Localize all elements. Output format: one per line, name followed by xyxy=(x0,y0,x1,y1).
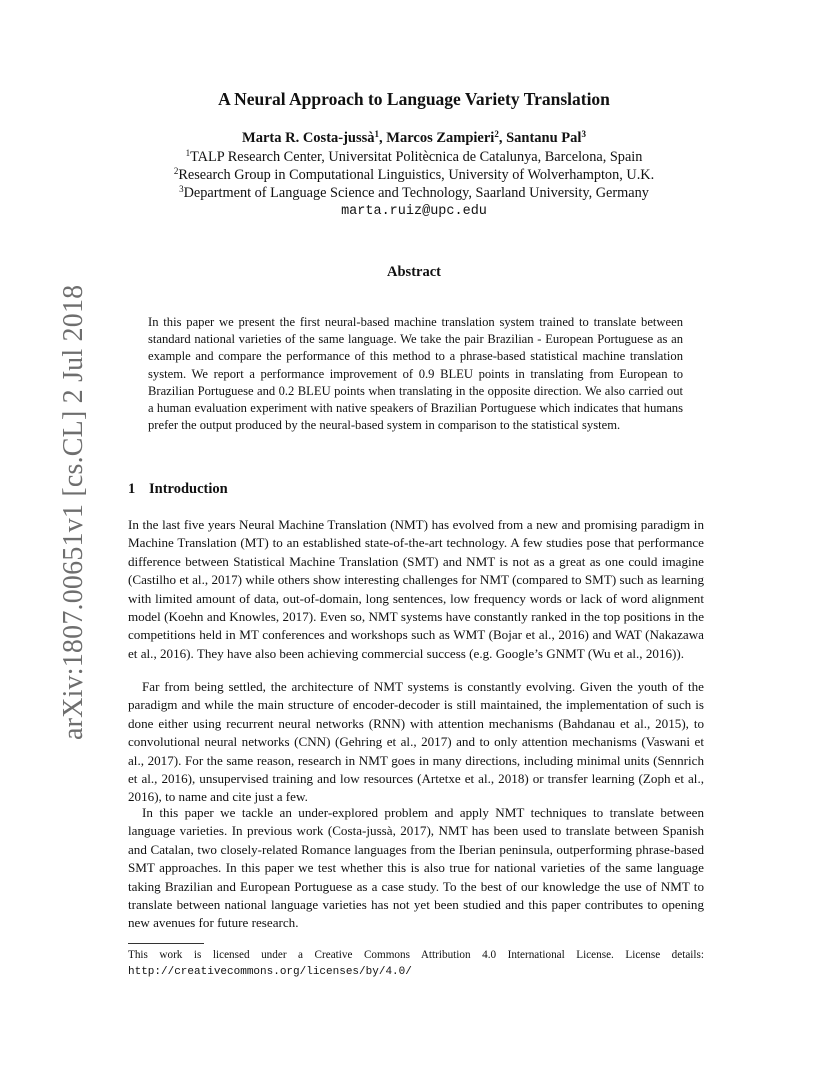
license-link[interactable]: http://creativecommons.org/licenses/by/4.0/ xyxy=(128,965,412,978)
author-name: Marta R. Costa-jussà xyxy=(242,130,375,146)
affiliation-text: Department of Language Science and Technology, Saarland University, Germany xyxy=(183,185,649,201)
section-number: 1 xyxy=(128,481,136,497)
section-heading xyxy=(128,481,228,498)
body-paragraph: In the last five years Neural Machine Translation (NMT) has evolved from a new and promising paradigm in Machine Translation (MT) to an established state-of-the-art technology. A few studies pose that performance difference between Statistical Machine Translation (SMT) and NMT is not as a great as one could imagine (Castilho et al., 2017) while others show interesting challenges for NMT (compared to SMT) such as learning with limited amount of data, out-of-domain, long sentences, low frequency words or lack of word alignment model (Koehn and Knowles, 2017). Even so, NMT systems have constantly ranked in the top positions in the competitions held in MT conferences and workshops such as WMT (Bojar et al., 2016) and WAT (Nakazawa et al., 2016). They have also been achieving commercial success (e.g. Google’s GNMT (Wu et al., 2016)). xyxy=(128,517,704,661)
affiliation-mark: 1 xyxy=(185,148,191,158)
affiliation-line xyxy=(0,149,828,166)
abstract-heading: Abstract xyxy=(387,264,441,280)
footnote-rule xyxy=(128,943,204,944)
affiliation-line xyxy=(0,167,828,184)
arxiv-stamp: arXiv:1807.00651v1 [cs.CL] 2 Jul 2018 xyxy=(58,284,89,740)
author-separator: , xyxy=(379,130,387,146)
affiliation-mark: 3 xyxy=(581,129,586,139)
affiliation-text: TALP Research Center, Universitat Politècnica de Catalunya, Barcelona, Spain xyxy=(190,149,643,165)
affiliation-line xyxy=(0,185,828,202)
affiliation-mark: 2 xyxy=(173,166,179,176)
footnote-text: This work is licensed under a Creative Commons Attribution 4.0 International License. License details: xyxy=(128,949,704,961)
affiliation-mark: 1 xyxy=(374,129,380,139)
body-paragraph: Far from being settled, the architecture of NMT systems is constantly evolving. Given the youth of the paradigm and while the main structure of encoder-decoder is still maintained, the implementation of such is done either using recurrent neural networks (RNN) with attention mechanisms (Bahdanau et al., 2015), to convolutional neural networks (CNN) (Gehring et al., 2017) and to only attention mechanisms (Vaswani et al., 2017). For the same reason, research in NMT goes in many directions, including minimal units (Sennrich et al., 2016), unsupervised training and low resources (Artetxe et al., 2018) or transfer learning (Zoph et al., 2016), to name and cite just a few. xyxy=(128,679,704,805)
affiliation-mark: 2 xyxy=(494,129,499,139)
author-name: Marcos Zampieri xyxy=(386,130,495,146)
section-title: Introduction xyxy=(149,481,228,497)
footnote xyxy=(128,948,704,980)
abstract-text: In this paper we present the first neural-based machine translation system trained to translate between standard national varieties of the same language. We take the pair Brazilian - European Portuguese as an example and compare the performance of this method to a phrase-based statistical machine translation system. We report a performance improvement of 0.9 BLEU points in translating from European to Brazilian Portuguese and 0.2 BLEU points when translating in the opposite direction. We also carried out a human evaluation experiment with native speakers of Brazilian Portuguese which indicates that humans prefer the output produced by the neural-based system in comparison to the statistical system. xyxy=(148,315,683,433)
author-separator: , xyxy=(498,130,507,146)
body-paragraph: In this paper we tackle an under-explored problem and apply NMT techniques to translate between language varieties. In previous work (Costa-jussà, 2017), NMT has been used to translate between Spanish and Catalan, two closely-related Romance languages from the Iberian peninsula, outperforming phrase-based SMT approaches. In this paper we test whether this is also true for national varieties of the same language taking Brazilian and European Portuguese as a case study. To the best of our knowledge the use of NMT to translate between national language varieties has not yet been studied and this paper contributes to opening new avenues for future research. xyxy=(128,805,704,931)
author-list xyxy=(0,130,828,147)
author-email[interactable]: marta.ruiz@upc.edu xyxy=(341,204,487,219)
affiliation-text: Research Group in Computational Linguistics, University of Wolverhampton, U.K. xyxy=(178,167,655,183)
paper-title: A Neural Approach to Language Variety Translation xyxy=(218,89,610,109)
author-name: Santanu Pal xyxy=(506,130,582,146)
affiliation-mark: 3 xyxy=(179,184,184,194)
